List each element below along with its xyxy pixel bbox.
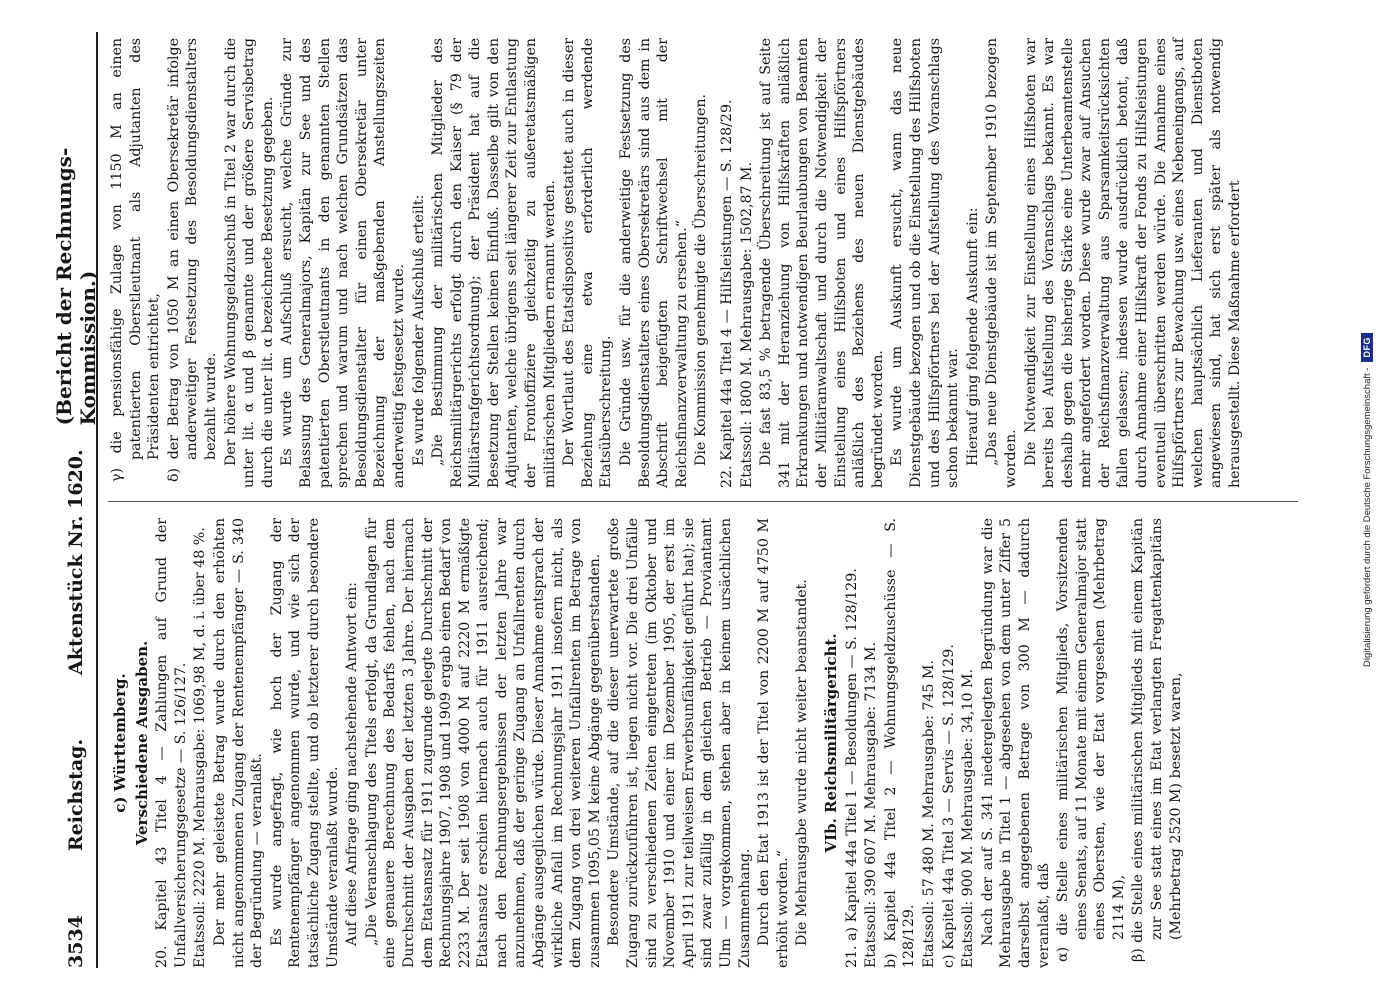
budget-line: Etatssoll: 390 607 M. Mehrausgabe: 7134 M. (863, 641, 880, 968)
paragraph: Die Gründe usw. für die anderweitige Festsetzung des Besoldungsdienstalters eines Obersekretärs sind aus dem in Abschrift beigefügten Schriftwechsel mit der Reichsfinanzverwaltung zu ersehen.“ (618, 38, 690, 488)
budget-line: Etatssoll: 1800 M. Mehrausgabe: 1502,87 M. (738, 161, 755, 488)
paragraph: Die Mehrausgabe wurde nicht weiter beanstandet. (794, 579, 811, 946)
list-item: δ) der Betrag von 1050 M an einen Obersekretär infolge anderweitiger Festsetzung des Besoldungsdienstalters bezahlt wurde. (165, 38, 219, 482)
page-header (52, 32, 100, 968)
paragraph: „Die Bestimmung der militärischen Mitglieder des Reichsmilitärgerichts erfolgt durch den Kaiser (§ 79 der Militärstrafgerichtsordnung); der Präsident hat auf die Besetzung der Stellen keinen Einfluß. Dasselbe gilt von den Adjutanten, welche übrigens seit längerer Zeit zur Entlastung der Frontoffiziere gleichzeitig zu außeretatsmäßigen militärischen Mitgliedern ernannt werden. (430, 38, 558, 488)
dfg-logo: DFG (1361, 333, 1373, 362)
report-title: (Bericht der Rechnungs-Kommission.) (52, 147, 100, 426)
paragraph: Die Notwendigkeit zur Einstellung eines Hilfsboten war bereits bei Aufstellung des Voranschlags bekannt. Es war deshalb gegen die bisherige Stärke eine Unterbeamtenstelle mehr angefordert worden. Diese wurde zwar auf Ansuchen der Reichsfinanzverwaltung aus Sparsamkeitsrücksichten fallen gelassen; indessen wurde ausdrücklich betont, daß durch Annahme einer Hilfskraft der Fonds zu Hilfsleistungen eventuell überschritten werden würde. Die Annahme eines Hilfspförtners zur Bewachung usw. eines Nebeneingangs, auf welchen hauptsächlich Lieferanten und Dienstboten angewiesen sind, hat sich erst später als notwendig herausgestellt. Diese Maßnahme erfordert (1022, 38, 1244, 488)
section-heading: VIb. Reichsmilitärgericht. (821, 633, 840, 853)
paragraph: „Das neue Dienstgebäude ist im September 1910 bezogen worden. (984, 38, 1019, 488)
budget-line: Etatssoll: 57 480 M. Mehrausgabe: 745 M. (920, 659, 937, 968)
column-divider (108, 501, 1298, 502)
paragraph: Es wurde um Auskunft ersucht, wann das neue Dienstgebäude bezogen und ob die Einstellung des Hilfsboten und des Hilfspförtners bei der Aufstellung des Voranschlags schon bekannt war. (889, 38, 962, 488)
section-heading: Verschiedene Ausgaben. (132, 640, 151, 846)
list-item: γ) die pensionsfähige Zulage von 1150 M an einen patentierten Oberstleutnant als Adjutanten des Präsidenten entrichtet, (109, 38, 163, 482)
paragraph: Besondere Umstände, auf die dieser unerwartete große Zugang zurückzuführen ist, liegen nicht vor. Die drei Unfälle sind zu verschiedenen Zeiten eingetreten (im Oktober und November 1910 und einer im Dezember 1905, der erst im April 1911 zur teilweisen Erwerbsunfähigkeit geführt hat); sie sind zwar zufällig in dem gleichen Betrieb — Proviantamt Ulm — vorgekommen, stehen aber in keinem ursächlichen Zusammenhang. (606, 518, 753, 968)
list-item: β) die Stelle eines militärischen Mitglieds mit einem Kapitän zur See statt eines im Etat verlangten Fregattenkapitäns (Mehrbetrag 2520 M) besetzt waren, (1130, 518, 1184, 962)
paragraph: Der Wortlaut des Etatsdispositivs gestattet auch in dieser Beziehung eine etwa erforderlich werdende Etatsüberschreitung. (561, 38, 615, 488)
document-number: Aktenstück Nr. 1620. (65, 449, 87, 675)
credit-text: Digitalisierung gefördert durch die Deutsche Forschungsgemeinschaft - (1361, 367, 1373, 667)
paragraph: „Die Veranschlagung des Titels erfolgt, da Grundlagen für eine genauere Berechnung des Bedarfs fehlen, nach dem Durchschnitt der Ausgaben der letzten 3 Jahre. Der hiernach dem Etatsansatz für 1911 zugrunde gelegte Durchschnitt der Rechnungsjahre 1907, 1908 und 1909 ergab einen Bedarf von 2233 M. Der seit 1908 von 4000 M auf 2220 M ermäßigte Etatsansatz erschien hiernach auch für 1911 ausreichend; nach den Rechnungsergebnissen der letzten Jahre war anzunehmen, daß der geringe Zugang an Unfallrenten durch Abgänge ausgeglichen würde. Dieser Annahme entsprach der wirkliche Anfall im Rechnungsjahr 1911 insofern nicht, als dem Zugang von drei weiteren Unfallrenten im Betrage von zusammen 1095,05 M keine Abgänge gegenüberstanden. (363, 518, 603, 968)
budget-line: b) Kapitel 44a Titel 2 — Wohnungsgeldzuschüsse — S. 128/129. (882, 518, 918, 968)
paragraph: Der höhere Wohnungsgeldzuschuß in Titel 2 war durch die unter lit. α und β genannte und der größere Servisbetrag durch die unter lit. α bezeichnete Besetzung gegeben. (222, 38, 276, 488)
paragraph: Es wurde angefragt, wie hoch der Zugang der Rentenempfänger angenommen wurde, und wie sich der tatsächliche Zugang stellte, und ob letzterer durch besondere Umstände veranlaßt wurde. (268, 518, 341, 968)
spacer (813, 518, 819, 968)
page-number: 3534 (65, 915, 87, 968)
budget-line: 21. a) Kapitel 44a Titel 1 — Besoldungen — S. 128/129. (843, 568, 860, 968)
budget-line: 22. Kapitel 44a Titel 4 — Hilfsleistungen — S. 128/29. (719, 99, 735, 488)
paragraph: Die Kommission genehmigte die Überschreitungen. (693, 93, 710, 466)
paragraph: Es wurde um Aufschluß ersucht, welche Gründe zur Belassung des Generalmajors, Kapitän zur See und des patentierten Oberstleutnants in den genannten Stellen sprechen und warum und nach welchen Grundsätzen das Besoldungsdienstalter für einen Obersekretär unter Bezeichnung der maßgebenden Anstellungszeiten anderweitig festgesetzt wurde. (279, 38, 407, 488)
paragraph: Durch den Etat 1913 ist der Titel von 2200 M auf 4750 M erhöht worden.“ (756, 518, 791, 968)
paragraph: Hierauf ging folgende Auskunft ein: (964, 207, 981, 466)
right-column (108, 38, 1246, 488)
budget-line: 20. Kapitel 43 Titel 4 — Zahlungen auf Grund der Unfallversicherungsgesetze — S. 126/127. (154, 518, 189, 968)
paragraph: Nach der auf S. 341 niedergelegten Begründung war die Mehrausgabe in Titel 1 — abgesehen von dem unter Ziffer 5 darselbst angegebenen Betrage von 300 M — dadurch veranlaßt, daß (979, 518, 1052, 968)
budget-line: Etatssoll: 2220 M. Mehrausgabe: 1069,98 M, d. i. über 48 %. (192, 527, 209, 968)
digitization-credit (1351, 0, 1383, 1000)
budget-line: c) Kapitel 44a Titel 3 — Servis — S. 128/129. (940, 644, 957, 968)
section-heading: c) Württemberg. (111, 673, 129, 813)
budget-line: Etatssoll: 900 M. Mehrausgabe: 34,10 M. (960, 668, 977, 968)
left-column (108, 518, 1186, 968)
list-item: α) die Stelle eines militärischen Mitglieds, Vorsitzenden eines Senats, auf 11 Monate mit einem Generalmajor statt eines Obersten, wie der Etat vorgesehen (Mehrbetrag 2114 M), (1055, 518, 1127, 962)
publication-title: Reichstag. (65, 738, 87, 852)
paragraph: Auf diese Anfrage ging nachstehende Antwort ein: (344, 582, 361, 946)
document-page (46, 20, 1336, 980)
paragraph: Es wurde folgender Aufschluß erteilt: (410, 194, 427, 466)
paragraph: Die fast 83,5 % betragende Überschreitung ist auf Seite 341 mit der Heranziehung von Hilfskräften anläßlich Erkrankungen und notwendigen Beurlaubungen von Beamten der Militäranwaltschaft und durch die Notwendigkeit der Einstellung eines Hilfsboten und eines Hilfspförtners anläßlich des Beziehens des neuen Dienstgebäudes begründet worden. (758, 38, 886, 488)
paragraph: Der mehr geleistete Betrag wurde durch den erhöhten nicht angenommenen Zugang der Rentenempfänger — S. 340 der Begründung — veranlaßt. (211, 518, 266, 968)
